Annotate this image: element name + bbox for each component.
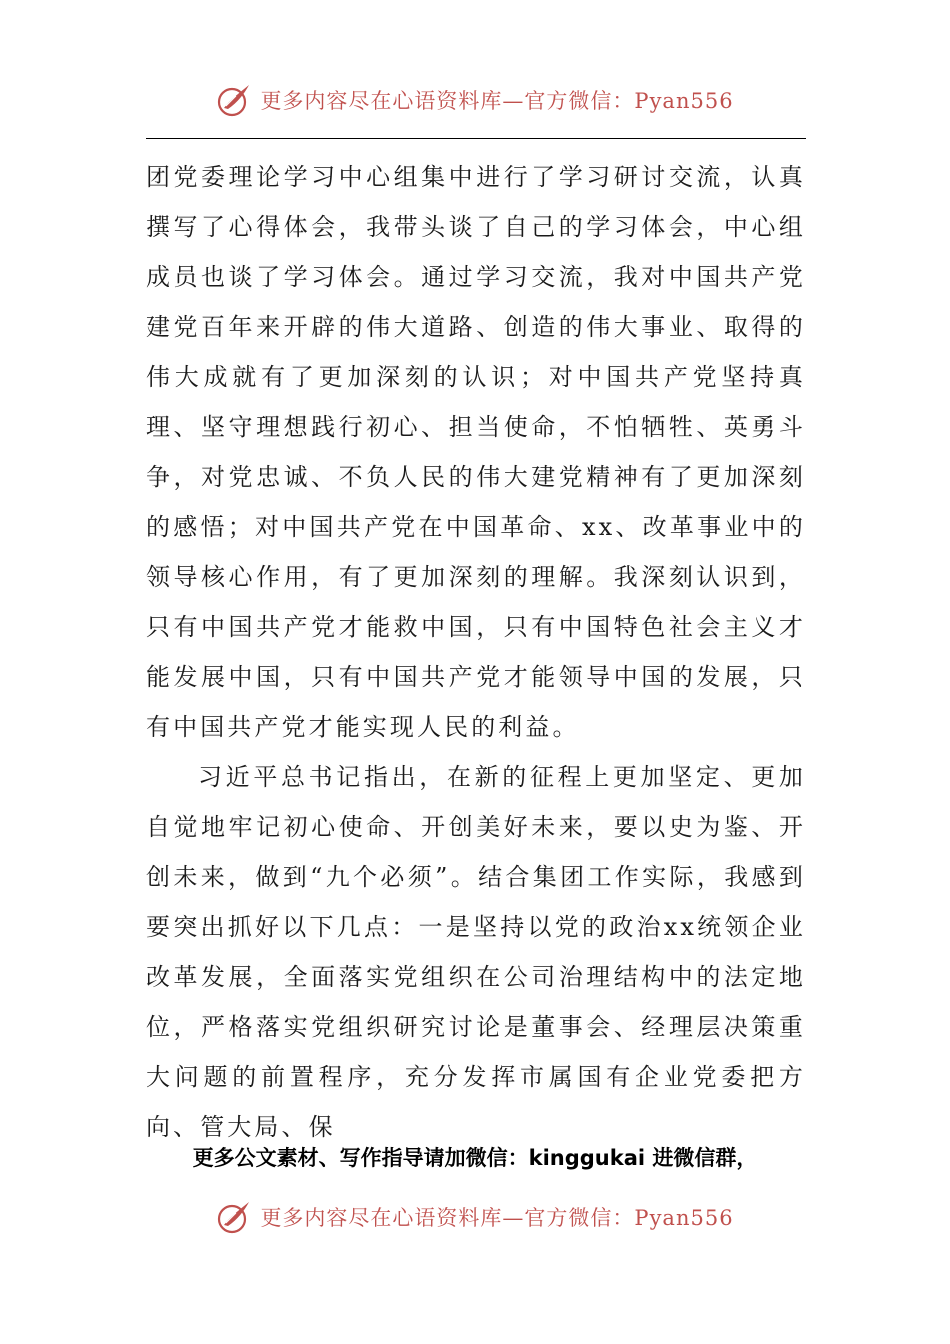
document-body bbox=[146, 152, 806, 1152]
footer-banner-text: 更多内容尽在心语资料库—官方微信：Pyan556 bbox=[260, 1206, 734, 1230]
quill-logo-icon bbox=[216, 1199, 252, 1235]
paragraph-1: 团党委理论学习中心组集中进行了学习研讨交流，认真撰写了心得体会，我带头谈了自己的学习体会，中心组成员也谈了学习体会。通过学习交流，我对中国共产党建党百年来开辟的伟大道路、创造的伟大事业、取得的伟大成就有了更加深刻的认识；对中国共产党坚持真理、坚守理想践行初心、担当使命，不怕牺牲、英勇斗争，对党忠诚、不负人民的伟大建党精神有了更加深刻的感悟；对中国共产党在中国革命、xx、改革事业中的领导核心作用，有了更加深刻的理解。我深刻认识到，只有中国共产党才能救中国，只有中国特色社会主义才能发展中国，只有中国共产党才能领导中国的发展，只有中国共产党才能实现人民的利益。 bbox=[146, 163, 806, 741]
header-banner bbox=[0, 82, 950, 118]
footer-banner bbox=[0, 1199, 950, 1235]
header-divider bbox=[146, 138, 806, 139]
header-banner-text: 更多内容尽在心语资料库—官方微信：Pyan556 bbox=[260, 89, 734, 113]
promo-text: 更多公文素材、写作指导请加微信：kinggukai 进微信群， bbox=[192, 1146, 758, 1170]
quill-logo-icon bbox=[216, 82, 252, 118]
paragraph-2: 习近平总书记指出，在新的征程上更加坚定、更加自觉地牢记初心使命、开创美好未来，要以史为鉴、开创未来，做到“九个必须”。结合集团工作实际，我感到要突出抓好以下几点：一是坚持以党的政治xx统领企业改革发展，全面落实党组织在公司治理结构中的法定地位，严格落实党组织研究讨论是董事会、经理层决策重大问题的前置程序，充分发挥市属国有企业党委把方向、管大局、保 bbox=[146, 763, 806, 1141]
